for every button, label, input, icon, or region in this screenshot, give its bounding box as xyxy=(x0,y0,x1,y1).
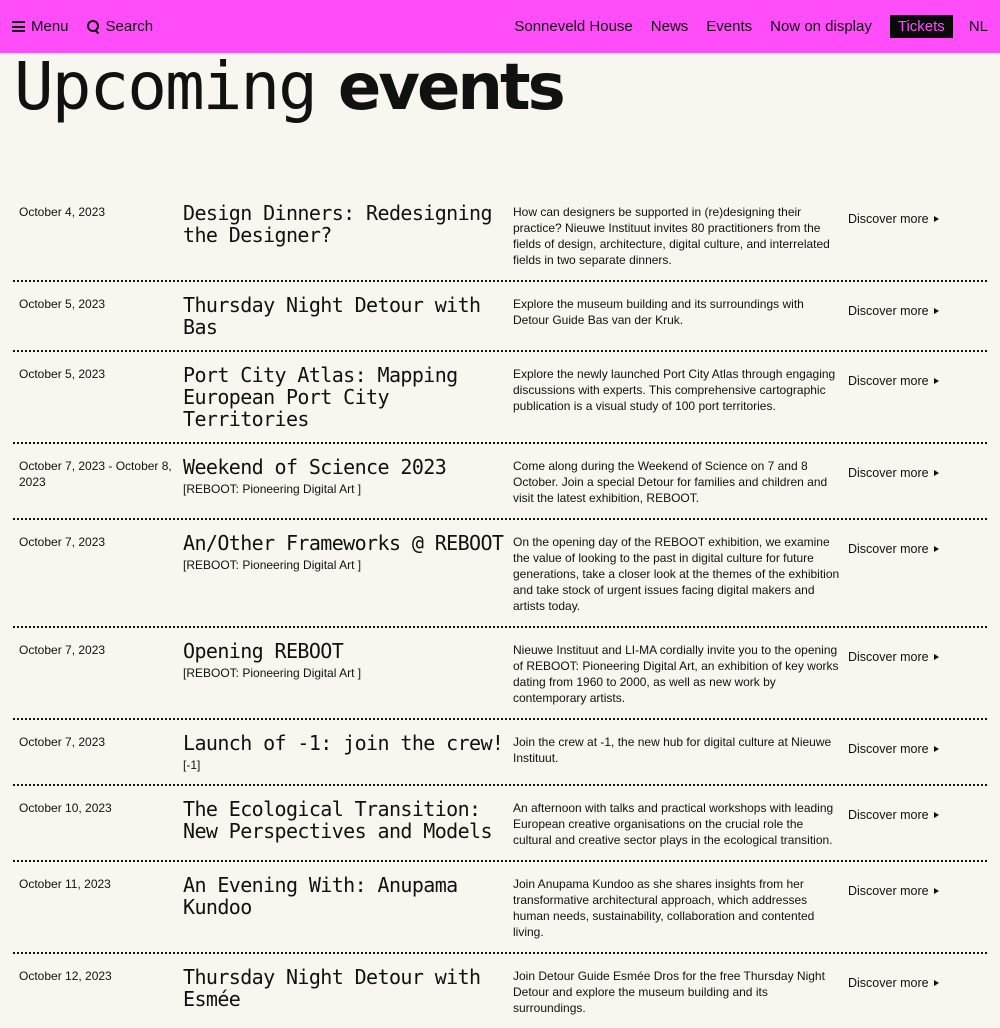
event-date: October 5, 2023 xyxy=(19,367,106,381)
event-description: An afternoon with talks and practical workshops with leading European creative organisations on the crucial role the cultural and creative sector plays in the ecological transition. xyxy=(513,801,834,847)
page-title xyxy=(14,48,563,128)
discover-more-link[interactable] xyxy=(848,202,987,268)
discover-more-label: Discover more xyxy=(848,884,929,898)
event-tag: [REBOOT: Pioneering Digital Art ] xyxy=(183,558,362,572)
event-date: October 7, 2023 - October 8, 2023 xyxy=(19,459,172,489)
discover-more-label: Discover more xyxy=(848,212,929,226)
discover-more-link[interactable] xyxy=(848,532,987,614)
event-row xyxy=(13,718,987,784)
arrow-right-icon xyxy=(934,980,939,986)
event-date: October 4, 2023 xyxy=(19,205,106,219)
arrow-right-icon xyxy=(934,654,939,660)
discover-more-label: Discover more xyxy=(848,542,929,556)
event-title[interactable]: Port City Atlas: Mapping European Port City Territories xyxy=(183,363,458,431)
event-row xyxy=(13,442,987,518)
nav-link-now-on-display[interactable]: Now on display xyxy=(770,18,872,35)
header-nav xyxy=(514,15,988,38)
event-title[interactable]: Design Dinners: Redesigning the Designer? xyxy=(183,201,492,247)
event-row xyxy=(13,784,987,860)
arrow-right-icon xyxy=(934,378,939,384)
event-title-block xyxy=(183,798,513,848)
arrow-right-icon xyxy=(934,746,939,752)
event-description: Explore the museum building and its surroundings with Detour Guide Bas van der Kruk. xyxy=(513,297,804,327)
event-date: October 7, 2023 xyxy=(19,643,106,657)
event-date: October 7, 2023 xyxy=(19,735,106,749)
event-description: Nieuwe Instituut and LI-MA cordially invite you to the opening of REBOOT: Pioneering Digital Art, an exhibition of key works dating from 1960 to 2000, as well as new work by contemporary artists. xyxy=(513,643,839,705)
arrow-right-icon xyxy=(934,546,939,552)
event-date: October 10, 2023 xyxy=(19,801,112,815)
event-date: October 7, 2023 xyxy=(19,535,106,549)
arrow-right-icon xyxy=(934,470,939,476)
menu-button[interactable] xyxy=(12,18,69,35)
arrow-right-icon xyxy=(934,812,939,818)
discover-more-label: Discover more xyxy=(848,304,929,318)
discover-more-link[interactable] xyxy=(848,874,987,940)
event-row xyxy=(13,518,987,626)
page-title-light: Upcoming xyxy=(14,48,316,125)
event-title[interactable]: An Evening With: Anupama Kundoo xyxy=(183,873,458,919)
event-description: Explore the newly launched Port City Atlas through engaging discussions with experts. This comprehensive cartographic publication is a visual study of 100 port territories. xyxy=(513,367,836,413)
event-description: Join the crew at -1, the new hub for digital culture at Nieuwe Instituut. xyxy=(513,735,832,765)
event-row xyxy=(13,280,987,350)
event-description: Come along during the Weekend of Science on 7 and 8 October. Join a special Detour for families and children and visit the latest exhibition, REBOOT. xyxy=(513,459,828,505)
header-left xyxy=(12,18,153,35)
discover-more-label: Discover more xyxy=(848,374,929,388)
event-title-block xyxy=(183,364,513,430)
event-title-block xyxy=(183,294,513,338)
search-button[interactable] xyxy=(87,18,154,35)
event-title[interactable]: The Ecological Transition: New Perspectives and Models xyxy=(183,797,492,843)
event-row xyxy=(13,350,987,442)
event-row xyxy=(13,626,987,718)
event-tag: [-1] xyxy=(183,758,201,772)
event-description: Join Detour Guide Esmée Dros for the free Thursday Night Detour and explore the museum building and its surroundings. xyxy=(513,969,825,1015)
event-row xyxy=(13,860,987,952)
event-row xyxy=(13,952,987,1028)
event-title-block xyxy=(183,966,513,1016)
event-title-block xyxy=(183,640,513,706)
discover-more-link[interactable] xyxy=(848,294,987,338)
event-date: October 11, 2023 xyxy=(19,877,111,891)
language-switch[interactable]: NL xyxy=(968,18,988,35)
top-navigation-bar xyxy=(0,0,1000,53)
event-row xyxy=(13,190,987,280)
hamburger-icon xyxy=(12,21,25,32)
arrow-right-icon xyxy=(934,308,939,314)
event-description: How can designers be supported in (re)designing their practice? Nieuwe Instituut invites 80 practitioners from the fields of design, architecture, digital culture, and interrelated fields in two separate dinners. xyxy=(513,205,830,267)
arrow-right-icon xyxy=(934,888,939,894)
menu-label: Menu xyxy=(31,18,69,35)
event-title-block xyxy=(183,202,513,268)
discover-more-link[interactable] xyxy=(848,732,987,772)
event-description: On the opening day of the REBOOT exhibition, we examine the value of looking to the past in digital culture for future generations, take a closer look at the themes of the exhibition and take stock of urgent issues facing digital makers and artists today. xyxy=(513,535,840,613)
event-date: October 12, 2023 xyxy=(19,969,112,983)
discover-more-label: Discover more xyxy=(848,742,929,756)
event-title-block xyxy=(183,456,513,506)
event-title[interactable]: Launch of -1: join the crew! xyxy=(183,731,504,755)
event-title-block xyxy=(183,532,513,614)
events-list xyxy=(13,190,987,1028)
event-title[interactable]: Weekend of Science 2023 xyxy=(183,455,447,479)
arrow-right-icon xyxy=(934,216,939,222)
page-title-bold: events xyxy=(337,51,563,125)
search-label: Search xyxy=(105,18,154,35)
discover-more-link[interactable] xyxy=(848,364,987,430)
event-title[interactable]: Opening REBOOT xyxy=(183,639,344,663)
event-date: October 5, 2023 xyxy=(19,297,106,311)
tickets-button[interactable]: Tickets xyxy=(890,15,953,38)
discover-more-link[interactable] xyxy=(848,456,987,506)
event-tag: [REBOOT: Pioneering Digital Art ] xyxy=(183,482,362,496)
discover-more-label: Discover more xyxy=(848,466,929,480)
discover-more-label: Discover more xyxy=(848,976,929,990)
nav-link-news[interactable]: News xyxy=(650,18,689,35)
discover-more-link[interactable] xyxy=(848,798,987,848)
nav-link-events[interactable]: Events xyxy=(706,18,753,35)
event-tag: [REBOOT: Pioneering Digital Art ] xyxy=(183,666,362,680)
event-title[interactable]: An/Other Frameworks @ REBOOT xyxy=(183,531,504,555)
discover-more-link[interactable] xyxy=(848,640,987,706)
event-title[interactable]: Thursday Night Detour with Bas xyxy=(183,293,481,339)
nav-link-sonneveld-house[interactable]: Sonneveld House xyxy=(514,18,633,35)
event-title-block xyxy=(183,732,513,772)
event-description: Join Anupama Kundoo as she shares insights from her transformative architectural approach, which addresses human needs, sustainability, collaboration and contented living. xyxy=(513,877,815,939)
event-title-block xyxy=(183,874,513,940)
discover-more-link[interactable] xyxy=(848,966,987,1016)
event-title[interactable]: Thursday Night Detour with Esmée xyxy=(183,965,481,1011)
discover-more-label: Discover more xyxy=(848,650,929,664)
discover-more-label: Discover more xyxy=(848,808,929,822)
search-icon xyxy=(87,20,100,33)
